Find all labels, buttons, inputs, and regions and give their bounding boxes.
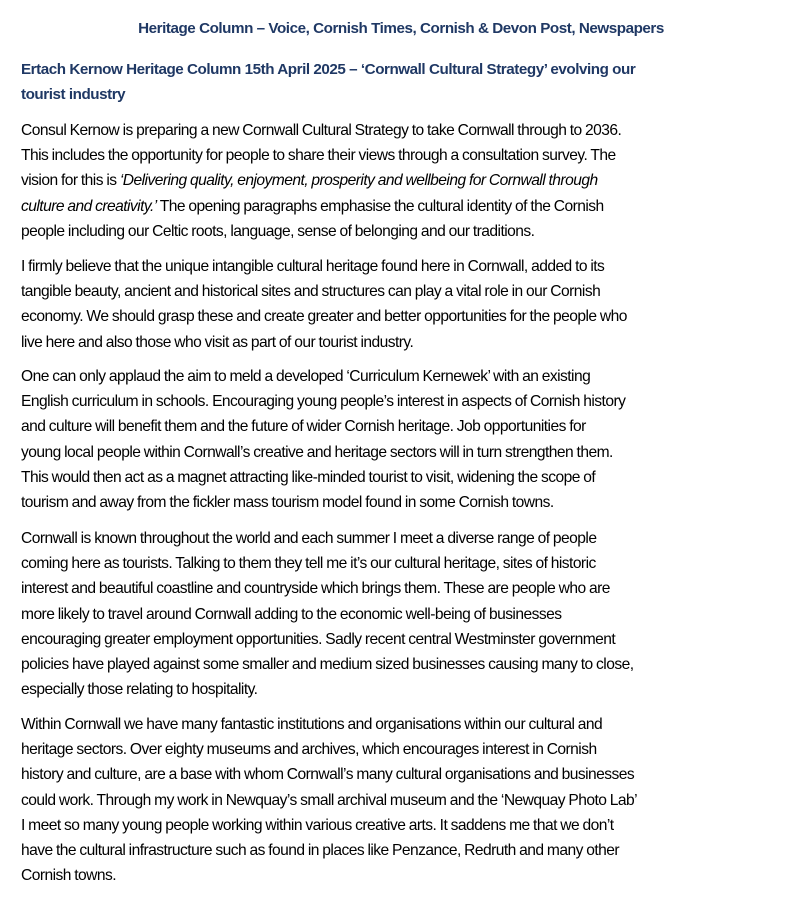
paragraph-line [21, 194, 796, 219]
paragraph-line: tourism and away from the fickler mass tourism model found in some Cornish towns. [21, 494, 554, 512]
paragraph-line: economy. We should grasp these and create greater and better opportunities for the people who [21, 308, 627, 326]
paragraph-line: Within Cornwall we have many fantastic institutions and organisations within our cultural and [21, 716, 603, 733]
paragraph-line: policies have played against some smaller and medium sized businesses causing many to close, [21, 656, 634, 674]
vision-quote-part-2: culture and creativity.’ [21, 197, 157, 215]
paragraph-line: encouraging greater employment opportunities. Sadly recent central Westminster government [21, 630, 616, 648]
vision-quote-part-1: ‘Delivering quality, enjoyment, prosperity and wellbeing for Cornwall through [119, 172, 598, 190]
paragraph-line: This would then act as a magnet attracting like-minded tourist to visit, widening the scope of [21, 468, 596, 486]
paragraph-line: interest and beautiful coastline and countryside which brings them. These are people who are [21, 580, 610, 598]
paragraph-line: live here and also those who visit as part of our tourist industry. [21, 333, 414, 351]
vision-followup: The opening paragraphs emphasise the cultural identity of the Cornish [156, 197, 604, 215]
paragraph-1 [21, 118, 796, 244]
paragraph-4 [21, 526, 796, 702]
paragraph-line: could work. Through my work in Newquay’s small archival museum and the ‘Newquay Photo Lab’ [21, 791, 638, 809]
paragraph-line: English curriculum in schools. Encouraging young people’s interest in aspects of Cornish history [21, 393, 626, 411]
paragraph-line: history and culture, are a base with whom Cornwall’s many cultural organisations and businesses [21, 766, 635, 784]
paragraph-line: Cornish towns. [21, 867, 117, 885]
paragraph-line: coming here as tourists. Talking to them they tell me it’s our cultural heritage, sites of historic [21, 555, 596, 573]
paragraph-line [21, 168, 796, 193]
headline-line-2: tourist industry [21, 86, 126, 103]
paragraph-line: people including our Celtic roots, language, sense of belonging and our traditions. [21, 222, 535, 240]
paragraph-5 [21, 712, 796, 888]
paragraph-line: Cornwall is known throughout the world and each summer I meet a diverse range of people [21, 530, 597, 547]
paragraph-line: have the cultural infrastructure such as found in places like Penzance, Redruth and many other [21, 842, 620, 860]
paragraph-line: Consul Kernow is preparing a new Cornwall Cultural Strategy to take Cornwall through to 2036. [21, 122, 622, 139]
paragraph-line: I meet so many young people working within various creative arts. It saddens me that we don’t [21, 816, 614, 834]
paragraph-line: One can only applaud the aim to meld a developed ‘Curriculum Kernewek’ with an existing [21, 368, 591, 385]
headline-line-1: Ertach Kernow Heritage Column 15th April 2025 – ‘Cornwall Cultural Strategy’ evolving our [21, 61, 636, 78]
paragraph-line: and culture will benefit them and the future of wider Cornish heritage. Job opportunities for [21, 418, 586, 436]
paragraph-2 [21, 254, 796, 355]
paragraph-line: more likely to travel around Cornwall adding to the economic well-being of businesses [21, 605, 562, 623]
article-headline [21, 57, 791, 107]
paragraph-line: heritage sectors. Over eighty museums and archives, which encourages interest in Cornish [21, 741, 597, 759]
paragraph-3 [21, 364, 796, 515]
paragraph-line: young local people within Cornwall’s creative and heritage sectors will in turn strengthen them. [21, 443, 613, 461]
paragraph-line: I firmly believe that the unique intangible cultural heritage found here in Cornwall, added to its [21, 258, 605, 275]
paragraph-line: especially those relating to hospitality. [21, 681, 258, 699]
paragraph-line: tangible beauty, ancient and historical sites and structures can play a vital role in our Cornish [21, 283, 601, 301]
column-header: Heritage Column – Voice, Cornish Times, Cornish & Devon Post, Newspapers [138, 20, 664, 37]
paragraph-line: This includes the opportunity for people to share their views through a consultation survey. The [21, 147, 616, 165]
vision-prefix: vision for this is [21, 172, 120, 190]
